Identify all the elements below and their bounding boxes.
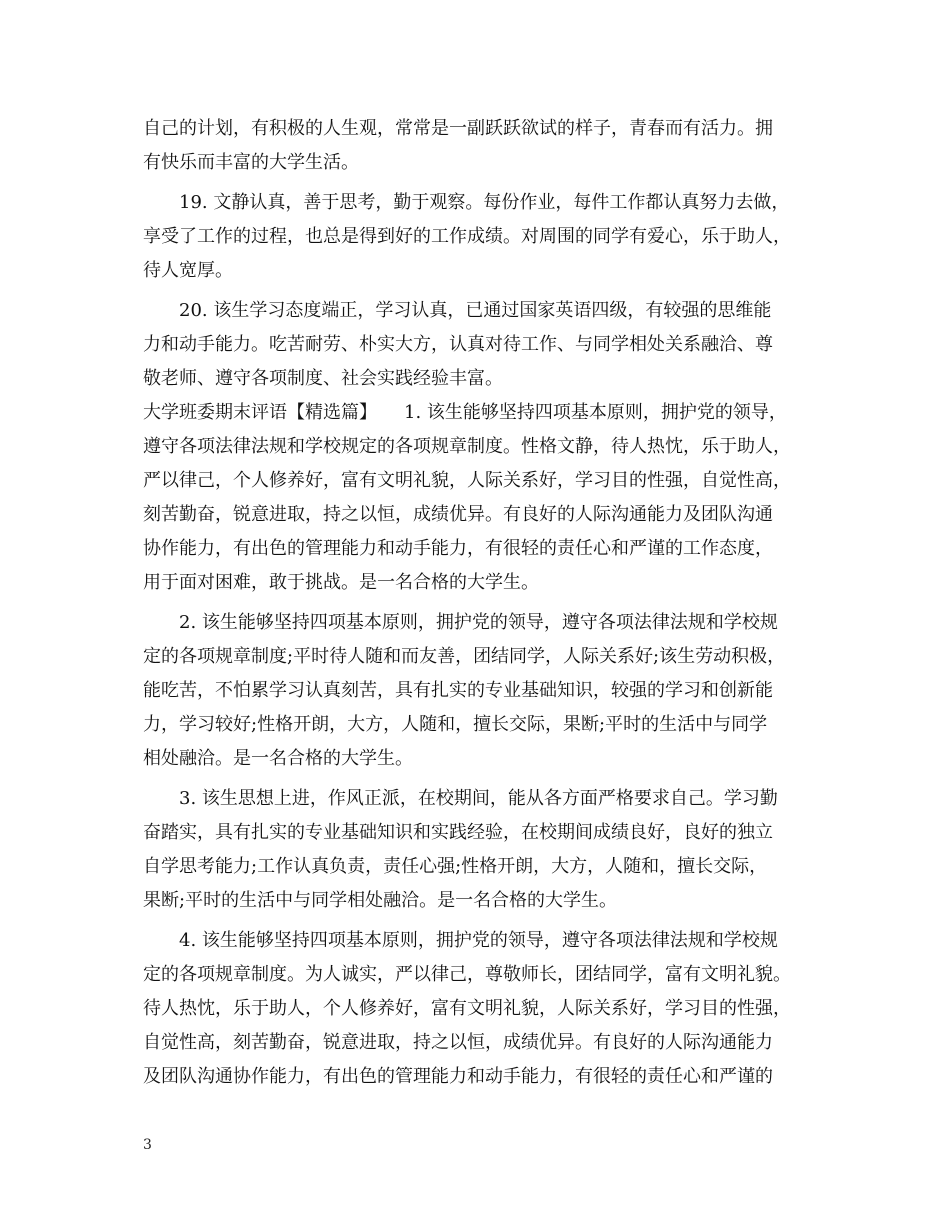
- text-line: 3. 该生思想上进，作风正派，在校期间，能从各方面严格要求自己。学习勤: [143, 788, 778, 809]
- text-line: 有快乐而丰富的大学生活。: [143, 152, 359, 173]
- text-line: 奋踏实，具有扎实的专业基础知识和实践经验，在校期间成绩良好，良好的独立: [143, 822, 773, 843]
- document-body: [143, 112, 823, 1094]
- text-line: 刻苦勤奋，锐意进取，持之以恒，成绩优异。有良好的人际沟通能力及团队沟通: [143, 504, 773, 525]
- page-number: 3: [143, 1137, 152, 1153]
- text-line: 敬老师、遵守各项制度、社会实践经验丰富。: [143, 368, 503, 389]
- text-line: 定的各项规章制度。为人诚实，严以律己，尊敬师长，团结同学，富有文明礼貌。: [143, 964, 791, 985]
- text-line: 待人热忱，乐于助人，个人修养好，富有文明礼貌，人际关系好，学习目的性强，: [143, 998, 791, 1019]
- text-line: 能吃苦，不怕累学习认真刻苦，具有扎实的专业基础知识，较强的学习和创新能: [143, 680, 773, 701]
- text-line: 享受了工作的过程，也总是得到好的工作成绩。对周围的同学有爱心，乐于助人，: [143, 226, 791, 247]
- text-line: 力，学习较好;性格开朗，大方，人随和，擅长交际，果断;平时的生活中与同学: [143, 714, 768, 735]
- text-line: 自学思考能力;工作认真负责，责任心强;性格开朗，大方，人随和，擅长交际，: [143, 856, 768, 877]
- text-line: 2. 该生能够坚持四项基本原则，拥护党的领导，遵守各项法律法规和学校规: [143, 612, 778, 633]
- text-line: 待人宽厚。: [143, 260, 233, 281]
- text-line: 用于面对困难，敢于挑战。是一名合格的大学生。: [143, 572, 539, 593]
- text-line: 20. 该生学习态度端正，学习认真，已通过国家英语四级，有较强的思维能: [143, 300, 772, 321]
- text-line: 力和动手能力。吃苦耐劳、朴实大方，认真对待工作、与同学相处关系融洽、尊: [143, 334, 773, 355]
- text-line: 大学班委期末评语【精选篇】 1. 该生能够坚持四项基本原则，拥护党的领导，: [143, 402, 787, 423]
- text-line: 遵守各项法律法规和学校规定的各项规章制度。性格文静，待人热忱，乐于助人，: [143, 436, 791, 457]
- text-line: 及团队沟通协作能力，有出色的管理能力和动手能力，有很轻的责任心和严谨的: [143, 1066, 773, 1087]
- text-line: 定的各项规章制度;平时待人随和而友善，团结同学，人际关系好;该生劳动积极，: [143, 646, 786, 667]
- text-line: 4. 该生能够坚持四项基本原则，拥护党的领导，遵守各项法律法规和学校规: [143, 930, 778, 951]
- text-line: 19. 文静认真，善于思考，勤于观察。每份作业，每件工作都认真努力去做，: [143, 192, 790, 213]
- text-line: 果断;平时的生活中与同学相处融洽。是一名合格的大学生。: [143, 890, 618, 911]
- text-line: 相处融洽。是一名合格的大学生。: [143, 748, 413, 769]
- text-line: 自觉性高，刻苦勤奋，锐意进取，持之以恒，成绩优异。有良好的人际沟通能力: [143, 1032, 773, 1053]
- text-line: 协作能力，有出色的管理能力和动手能力，有很轻的责任心和严谨的工作态度，: [143, 538, 773, 559]
- text-line: 严以律己，个人修养好，富有文明礼貌，人际关系好，学习目的性强，自觉性高，: [143, 470, 791, 491]
- text-line: 自己的计划，有积极的人生观，常常是一副跃跃欲试的样子，青春而有活力。拥: [143, 118, 773, 139]
